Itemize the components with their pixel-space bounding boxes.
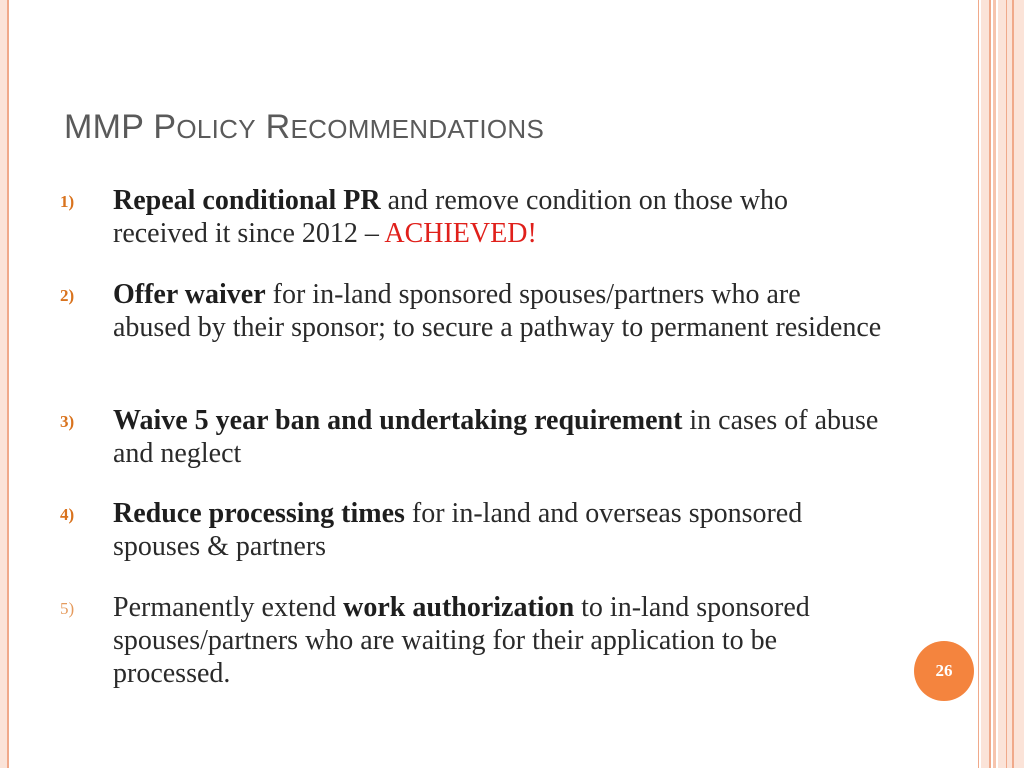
body-text: Permanently extend [113, 592, 344, 623]
right-border-band [998, 0, 1024, 768]
body-text: in cases of abuse and neglect [113, 405, 879, 469]
emphasis-text: Offer waiver [113, 279, 266, 310]
page-number-badge [914, 641, 974, 701]
emphasis-text: Reduce processing times [113, 498, 405, 529]
right-border-line [1006, 0, 1007, 768]
emphasis-text: Waive 5 year ban and undertaking requirement [113, 405, 683, 436]
emphasis-text: work authorization [343, 592, 575, 623]
title-smallcaps: ECOMMENDATIONS [290, 114, 545, 144]
left-border [0, 0, 7, 768]
list-text [113, 278, 883, 344]
list-text [113, 184, 883, 250]
body-text: and remove condition on those who received it since 2012 – [113, 185, 789, 249]
list-number: 5) [60, 599, 75, 618]
right-border-line [1012, 0, 1014, 768]
left-border-line [7, 0, 9, 768]
page-number: 26 [935, 661, 953, 680]
slide-title [64, 108, 544, 147]
title-cap: R [265, 108, 291, 146]
body-text: to in-land sponsored spouses/partners who are waiting for their application to be processed. [113, 592, 810, 689]
right-border-stripe [981, 0, 989, 768]
right-border-stripe [993, 0, 996, 768]
right-border-line [978, 0, 979, 768]
achieved-label: ACHIEVED! [384, 218, 537, 249]
title-smallcaps: OLICY [176, 114, 256, 144]
body-text: for in-land and overseas sponsored spouses & partners [113, 498, 803, 562]
list-number: 2) [60, 286, 75, 305]
list-number: 4) [60, 505, 75, 524]
title-word: MMP [64, 108, 144, 146]
list-text [113, 404, 883, 470]
emphasis-text: Repeal conditional PR [113, 185, 381, 216]
list-text [113, 497, 883, 563]
body-text: for in-land sponsored spouses/partners who are abused by their sponsor; to secure a pathway to permanent residence [113, 279, 882, 343]
right-border-line [989, 0, 991, 768]
list-number: 1) [60, 192, 75, 211]
title-cap: P [153, 108, 177, 146]
list-number: 3) [60, 412, 75, 431]
list-text [113, 591, 883, 690]
